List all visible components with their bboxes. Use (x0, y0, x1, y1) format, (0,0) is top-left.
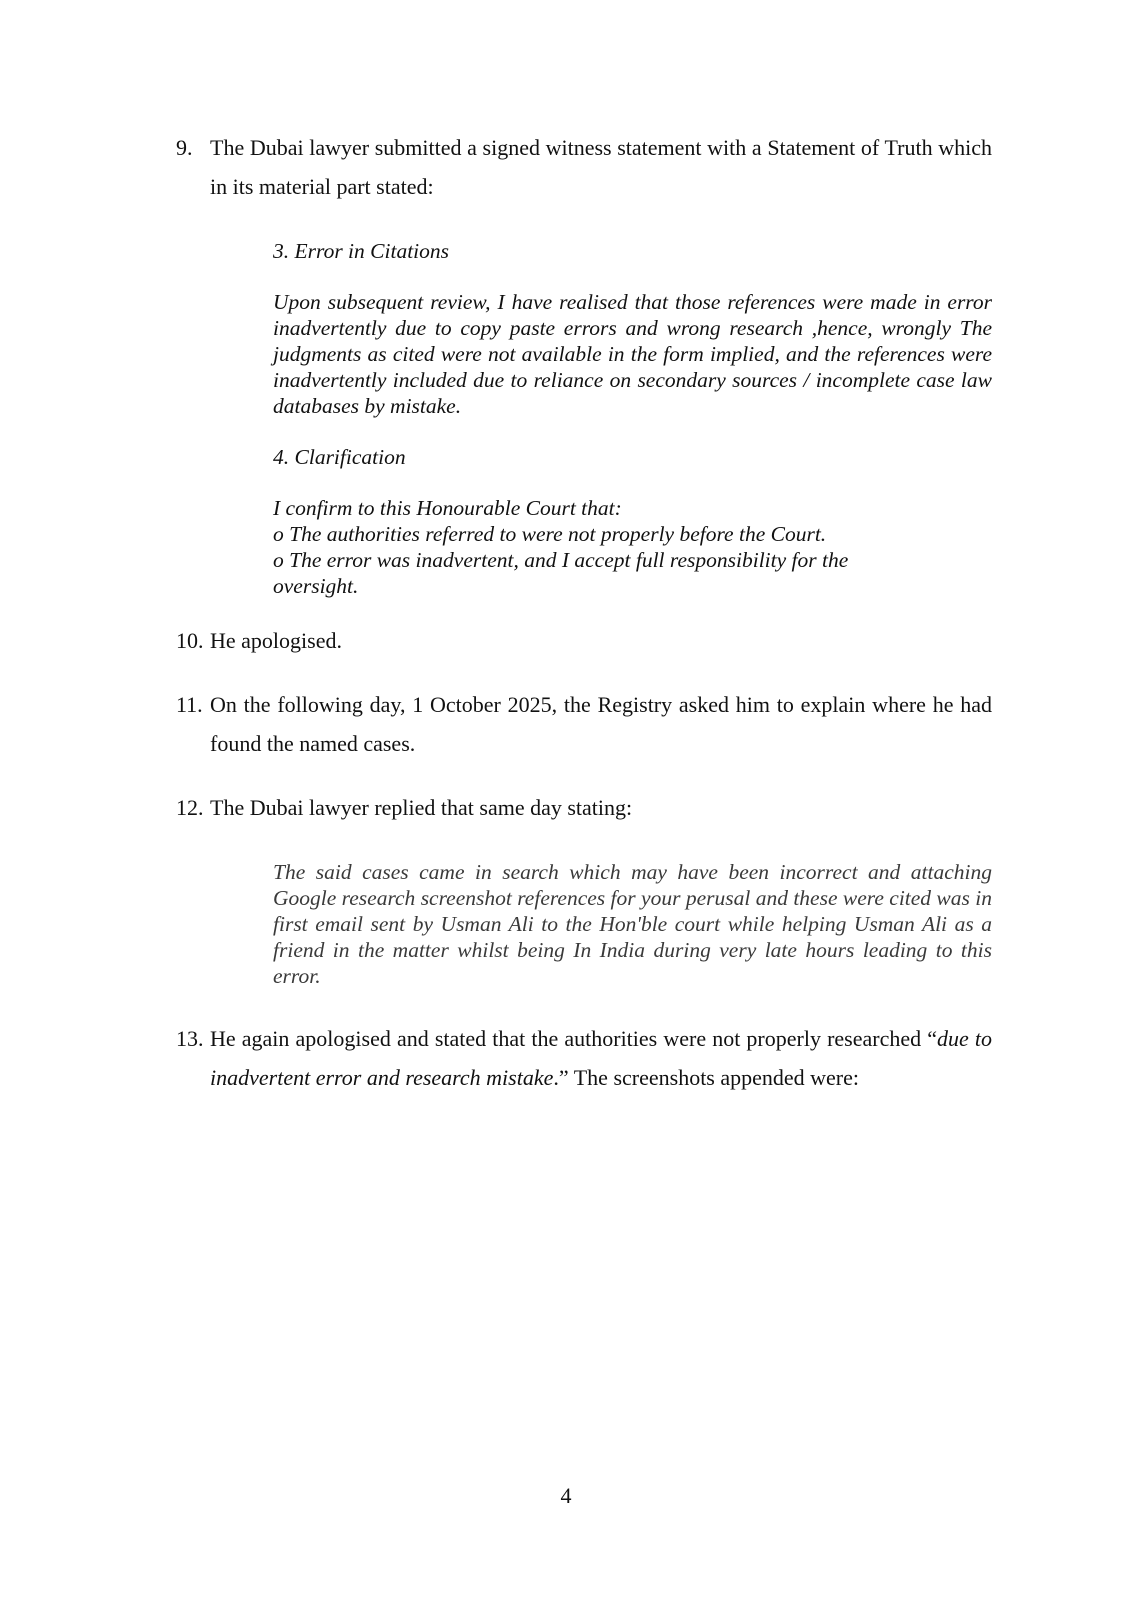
paragraph-number: 12. (176, 795, 204, 820)
paragraph-10 (176, 621, 992, 660)
paragraph-number: 13. (176, 1026, 204, 1051)
quote-heading-error-in-citations: 3. Error in Citations (273, 239, 450, 263)
paragraph-12 (176, 788, 992, 827)
paragraph-text: The Dubai lawyer replied that same day stating: (210, 795, 633, 820)
quote-body-error-in-citations: Upon subsequent review, I have realised that those references were made in error inadvertently due to copy paste errors and wrong research ,hence, wrongly The judgments as cited were not available in the form implied, and the references were inadvertently included due to reliance on secondary sources / incomplete case law databases by mistake. (273, 290, 992, 418)
paragraph-text-italic-quote: due to inadvertent error and research mistake (210, 1026, 992, 1090)
quote-line: I confirm to this Honourable Court that: (273, 496, 622, 520)
quote-heading-clarification: 4. Clarification (273, 445, 406, 469)
page-number: 4 (560, 1483, 572, 1508)
quote-line: oversight. (273, 574, 359, 598)
paragraph-number: 11. (176, 692, 203, 717)
quote-body-email-reply: The said cases came in search which may have been incorrect and attaching Google research screenshot references for your perusal and these were cited was in first email sent by Usman Ali to the Hon'ble court while helping Usman Ali as a friend in the matter whilst being In India during very late hours leading to this error. (273, 860, 992, 988)
paragraph-text-end: .” The screenshots appended were: (553, 1065, 860, 1090)
paragraph-13 (176, 1019, 992, 1097)
paragraph-9 (176, 128, 992, 206)
quote-clarification-list (273, 495, 992, 599)
quote-line: o The authorities referred to were not properly before the Court. (273, 522, 827, 546)
email-reply-quote (273, 859, 992, 989)
paragraph-text (210, 1019, 992, 1097)
witness-statement-quote (273, 238, 992, 599)
paragraph-text-start: He again apologised and stated that the authorities were not properly researched “ (210, 1026, 937, 1051)
paragraph-number: 10. (176, 628, 204, 653)
paragraph-11 (176, 685, 992, 763)
quote-line: o The error was inadvertent, and I accept full responsibility for the (273, 548, 849, 572)
paragraph-text: On the following day, 1 October 2025, the Registry asked him to explain where he had found the named cases. (210, 692, 992, 756)
paragraph-text: The Dubai lawyer submitted a signed witness statement with a Statement of Truth which in its material part stated: (210, 135, 992, 199)
paragraph-text: He apologised. (210, 628, 342, 653)
paragraph-number: 9. (176, 135, 193, 160)
